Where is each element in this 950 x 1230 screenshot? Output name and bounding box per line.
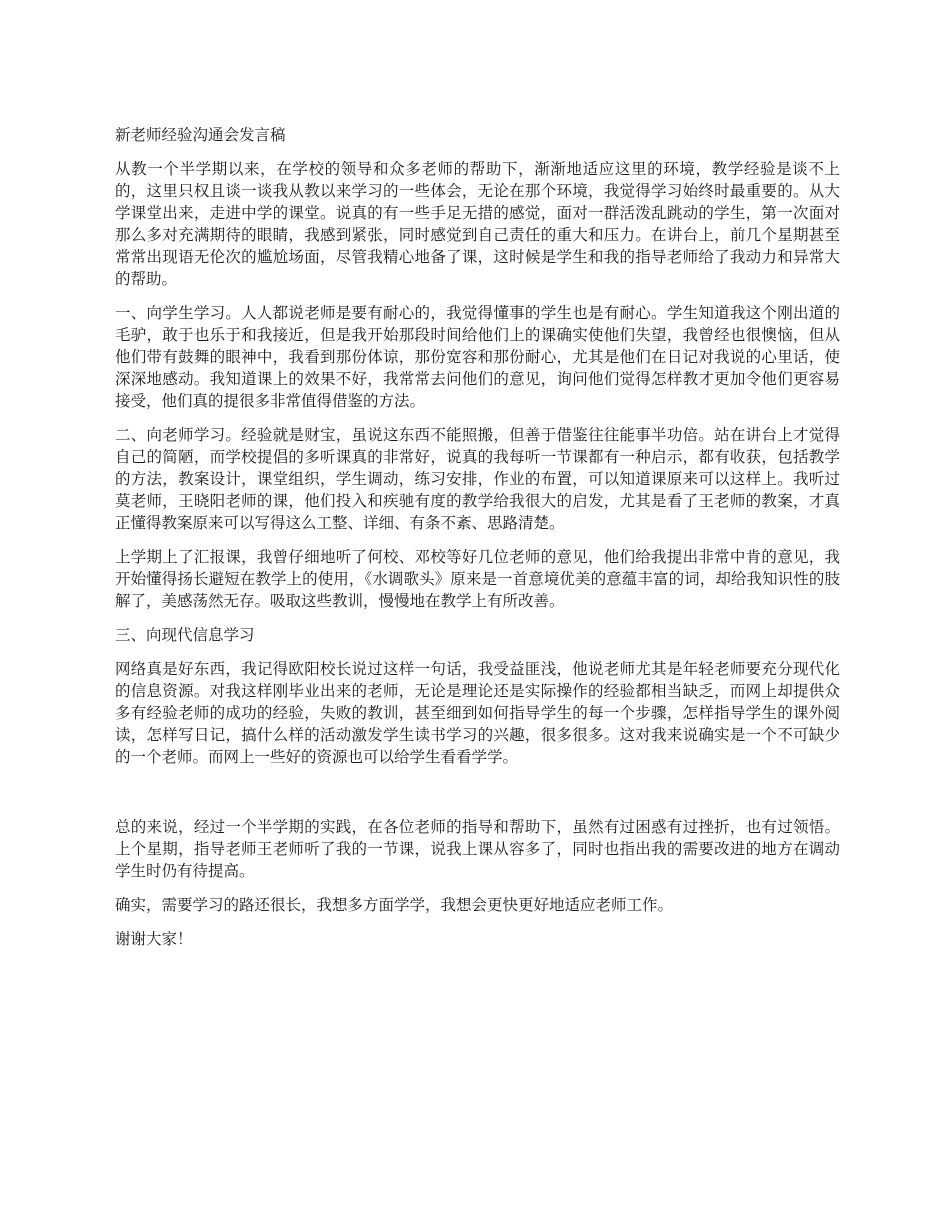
paragraph-thanks: 谢谢大家！: [115, 930, 193, 948]
document-body: [115, 124, 840, 950]
paragraph-conclusion: 确实，需要学习的路还很长，我想多方面学学，我想会更快更好地适应老师工作。: [115, 896, 674, 914]
document-title: 新老师经验沟通会发言稿: [115, 126, 286, 144]
paragraph-learn-from-teachers: 二、向老师学习。经验就是财宝，虽说这东西不能照搬，但善于借鉴往往能事半功倍。站在讲台上才觉得自己的简陋，而学校提倡的多听课真的非常好，说真的我每听一节课都有一种启示，都有收获，包括教学的方法，教案设计，课堂组织，学生调动，练习安排，作业的布置，可以知道课原来可以这样上。我听过莫老师，王晓阳老师的课，他们投入和疾驰有度的教学给我很大的启发，尤其是看了王老师的教案，才真正懂得教案原来可以写得这么工整、详细、有条不紊、思路清楚。: [115, 426, 840, 532]
paragraph-summary: 总的来说，经过一个半学期的实践，在各位老师的指导和帮助下，虽然有过困惑有过挫折，也有过领悟。上个星期，指导老师王老师听了我的一节课，说我上课从容多了，同时也指出我的需要改进的地方在调动学生时仍有待提高。: [115, 818, 840, 880]
paragraph-demo-lesson: 上学期上了汇报课，我曾仔细地听了何校、邓校等好几位老师的意见，他们给我提出非常中肯的意见，我开始懂得扬长避短在教学上的使用，《水调歌头》原来是一首意境优美的意蕴丰富的词，却给我知识性的肢解了，美感荡然无存。吸取这些教训，慢慢地在教学上有所改善。: [115, 548, 840, 610]
paragraph-learn-from-students: 一、向学生学习。人人都说老师是要有耐心的，我觉得懂事的学生也是有耐心。学生知道我这个刚出道的毛驴，敢于也乐于和我接近，但是我开始那段时间给他们上的课确实使他们失望，我曾经也很懊恼，但从他们带有鼓舞的眼神中，我看到那份体谅，那份宽容和那份耐心，尤其是他们在日记对我说的心里话，使深深地感动。我知道课上的效果不好，我常常去问他们的意见，询问他们觉得怎样教才更加令他们更容易接受，他们真的提很多非常值得借鉴的方法。: [115, 304, 840, 410]
paragraph-intro: 从教一个半学期以来，在学校的领导和众多老师的帮助下，渐渐地适应这里的环境，教学经验是谈不上的，这里只权且谈一谈我从教以来学习的一些体会，无论在那个环境，我觉得学习始终时最重要的。从大学课堂出来，走进中学的课堂。说真的有一些手足无措的感觉，面对一群活泼乱跳动的学生，第一次面对那么多对充满期待的眼睛，我感到紧张，同时感觉到自己责任的重大和压力。在讲台上，前几个星期甚至常常出现语无伦次的尴尬场面，尽管我精心地备了课，这时候是学生和我的指导老师给了我动力和异常大的帮助。: [115, 160, 840, 288]
section-heading-modern-info: 三、向现代信息学习: [115, 626, 255, 644]
paragraph-internet: 网络真是好东西，我记得欧阳校长说过这样一句话，我受益匪浅，他说老师尤其是年轻老师要充分现代化的信息资源。对我这样刚毕业出来的老师，无论是理论还是实际操作的经验都相当缺乏，而网上却提供众多有经验老师的成功的经验，失败的教训，甚至细到如何指导学生的每一个步骤，怎样指导学生的课外阅读，怎样写日记，搞什么样的活动激发学生读书学习的兴趣，很多很多。这对我来说确实是一个不可缺少的一个老师。而网上一些好的资源也可以给学生看看学学。: [115, 660, 840, 766]
